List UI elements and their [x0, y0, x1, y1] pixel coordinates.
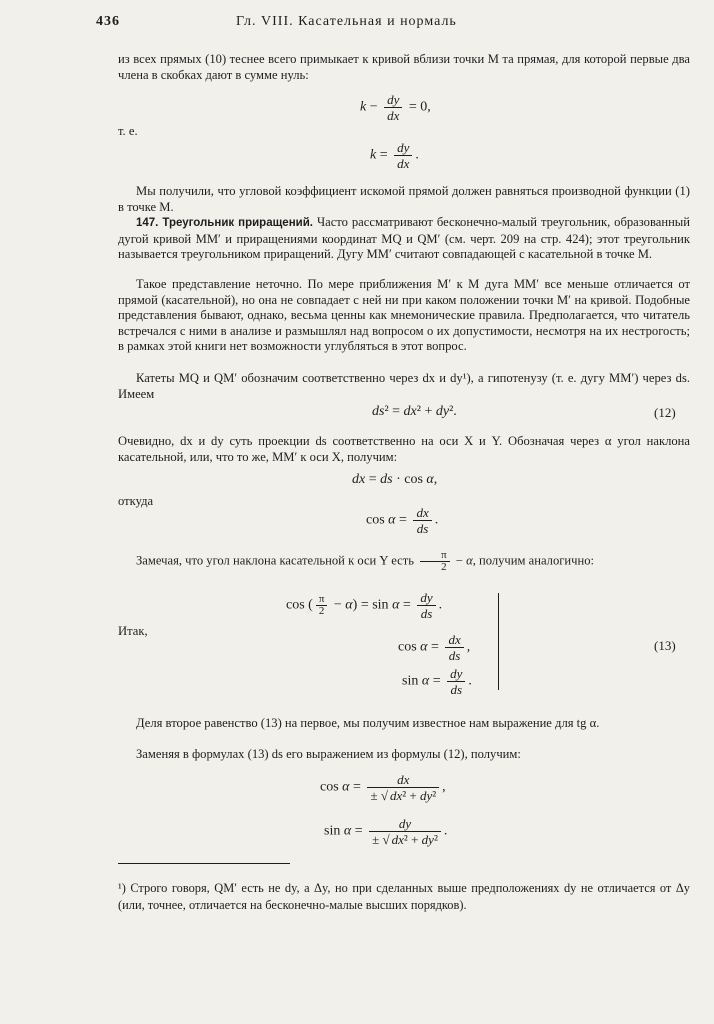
equation-cos-complement: cos ( $\frac{\pi}{2}$ − α) = sin α = $\frac{dy}{ds}$ . — [286, 590, 443, 621]
paragraph-legs: Катеты MQ и QM′ обозначим соответственно через dx и dy¹), а гипотенузу (т. е. дугу MM′) через ds. Имеем — [118, 371, 690, 401]
equation-k-equals: k = $\frac{dy}{dx}$ . — [370, 140, 419, 171]
paragraph-projections: Очевидно, dx и dy суть проекции ds соответственно на оси X и Y. Обозначая через α угол наклона касательной, или, что то же, MM′ к оси X, получим: — [118, 434, 690, 464]
section-text: Часто рассматривают бесконечно-малый треугольник, образованный дугой кривой MM′ и приращениями координат MQ и QM′ (см. черт. 209 на стр. 424); этот треугольник называется треугольником приращений. Дугу MM′ считают совпадающей с касательной в точке M. — [118, 215, 691, 261]
footnote: ¹) Строго говоря, QM′ есть не dy, а Δy, но при сделанных выше предположениях dy не отличается от Δy (или, точнее, отличается на бесконечно-малые высших порядков). — [118, 881, 690, 912]
equation-dx: dx = ds · cos α, — [352, 472, 438, 487]
paragraph-substitution: Заменяя в формулах (13) ds его выражением из формулы (12), получим: — [136, 747, 521, 761]
equation-12: ds² = dx² + dy². — [372, 404, 457, 419]
equation-12-number: (12) — [654, 405, 676, 420]
paragraph-representation: Такое представление неточно. По мере приближения M′ к M дуга MM′ все меньше отличается от прямой (касательной), но она не совпадает с ней ни при каком положении точки M′ на кривой. Подобные представления бывают, однако, весьма ценны как мнемонические правила. Предполагается, что читатель встречался с ними в анализе и размышлял над вопросом о их допустимости, несмотря на их нестрогость; в рамках этой книги нет возможности углубляться в этот вопрос. — [118, 277, 690, 353]
equation-sin-full: sin α = $\frac{dy}{\text{± √ dx² + dy²}}$ . — [324, 816, 448, 847]
footnote-rule — [118, 863, 290, 864]
equation-cos-full: cos α = $\frac{dx}{\text{± √ dx² + dy²}}$ , — [320, 772, 446, 803]
paragraph-increment-triangle — [118, 215, 690, 263]
paragraph-intro: из всех прямых (10) теснее всего примыкает к кривой вблизи точки M та прямая, для которой первые два члена в скобках дают в сумме нуль: — [118, 52, 690, 82]
page-number: 436 — [96, 14, 120, 29]
equation-13-number: (13) — [654, 638, 676, 653]
paragraph-tangent: Деля второе равенство (13) на первое, мы получим известное нам выражение для tg α. — [136, 716, 600, 730]
equation-cos: cos α = $\frac{dx}{ds}$ . — [366, 505, 439, 536]
label-te: т. е. — [118, 124, 138, 138]
label-otkuda: откуда — [118, 494, 154, 508]
label-itak: Итак, — [118, 624, 148, 638]
paragraph-coefficient: Мы получили, что угловой коэффициент искомой прямой должен равняться производной функции (1) в точке M. — [118, 184, 690, 214]
equation-k-minus: k − $\frac{dy}{dx}$ = 0, — [360, 92, 431, 123]
equation-13-sin: sin α = $\frac{dy}{ds}$ . — [402, 666, 472, 697]
paragraph-angle-y: Замечая, что угол наклона касательной к оси Y есть $\frac{\pi}{2}$ − α, получим аналогично: — [136, 549, 595, 573]
angle-text-b: , получим аналогично: — [472, 553, 595, 568]
section-heading: 147. Треугольник приращений. — [136, 217, 313, 229]
equation-13-cos: cos α = $\frac{dx}{ds}$ , — [398, 632, 471, 663]
equation-brace — [498, 593, 499, 690]
running-title: Гл. VIII. Касательная и нормаль — [236, 14, 457, 29]
page-header — [96, 14, 682, 36]
angle-text-a: Замечая, что угол наклона касательной к оси Y есть — [136, 553, 414, 568]
pi-over-two: $\frac{\pi}{2}$ — [420, 550, 450, 573]
